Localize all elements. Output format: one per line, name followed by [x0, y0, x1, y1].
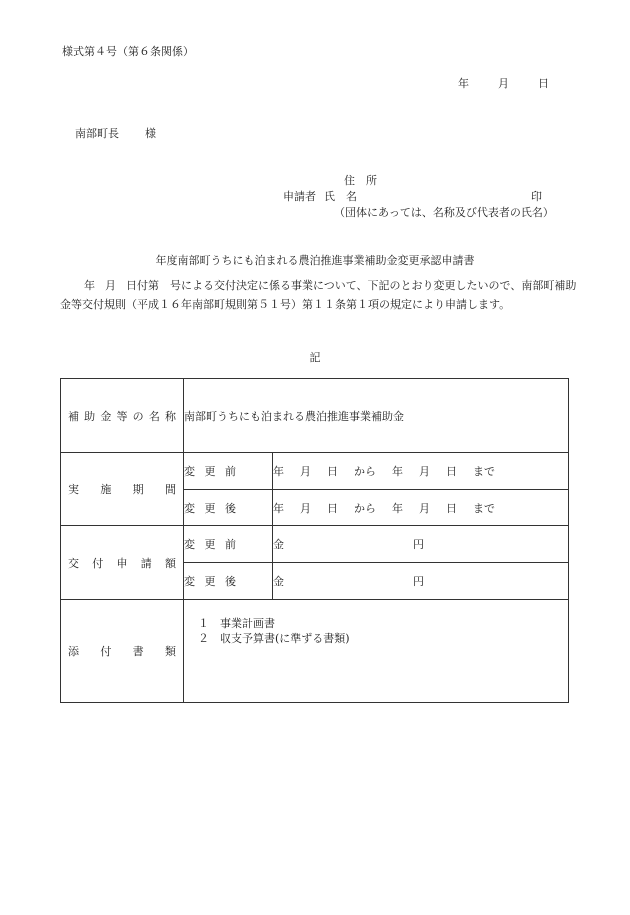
period-month: 月 — [419, 501, 430, 515]
date-day: 日 — [538, 77, 549, 90]
seal-label: 印 — [531, 190, 542, 203]
attachment-number: ２ — [198, 632, 209, 645]
amount-label: 交付申請額 — [68, 556, 176, 570]
attachment-text: 事業計画書 — [220, 617, 275, 630]
period-year: 年 — [392, 501, 403, 515]
period-year: 年 — [392, 465, 403, 478]
attachments-label-cell — [61, 600, 184, 703]
amount-after-label: 変更後 — [184, 575, 236, 588]
table-row — [61, 600, 569, 703]
addressee-honorific: 様 — [145, 127, 156, 140]
amount-prefix: 金 — [273, 575, 284, 588]
attachment-text: 収支予算書(に準ずる書類) — [220, 632, 350, 645]
period-before-label: 変更前 — [184, 465, 236, 478]
period-after-label: 変更後 — [184, 501, 236, 515]
document-title: 年度南部町うちにも泊まれる農泊推進事業補助金変更承認申請書 — [155, 254, 475, 267]
period-label-cell — [61, 453, 184, 526]
period-day: 日 — [446, 501, 457, 515]
period-day: 日 — [327, 465, 338, 478]
period-after-value — [273, 490, 569, 526]
amount-after-value — [273, 563, 569, 600]
date-month: 月 — [498, 77, 509, 90]
period-from: から — [354, 501, 376, 515]
date-year: 年 — [458, 77, 469, 90]
application-table — [60, 378, 569, 703]
attachments-list — [184, 600, 569, 703]
date-line — [458, 75, 549, 91]
amount-after-label-cell — [184, 563, 273, 600]
addressee-name: 南部町長 — [75, 127, 119, 140]
amount-label-cell — [61, 526, 184, 600]
period-month: 月 — [300, 465, 311, 478]
body-paragraph — [60, 276, 580, 314]
period-before-value — [273, 453, 569, 490]
period-year: 年 — [273, 501, 284, 515]
period-until: まで — [473, 501, 495, 515]
body-text: 日付第 号による交付決定に係る事業について、下記のとおり変更したいので、南部町補助金等交付規則（平成１６年南部町規則第５１号）第１１条第１項の規定により申請します。 — [60, 279, 577, 311]
period-before-label-cell — [184, 453, 273, 490]
body-year: 年 — [84, 279, 95, 292]
period-month: 月 — [300, 501, 311, 515]
period-year: 年 — [273, 465, 284, 478]
amount-before-label-cell — [184, 526, 273, 563]
body-month: 月 — [105, 279, 116, 292]
form-number: 様式第４号（第６条関係） — [62, 45, 194, 58]
amount-before-value — [273, 526, 569, 563]
amount-prefix: 金 — [273, 538, 284, 551]
name-label: 氏 名 — [324, 190, 357, 203]
table-row — [61, 379, 569, 453]
subsidy-name-value: 南部町うちにも泊まれる農泊推進事業補助金 — [184, 379, 569, 453]
attachments-label: 添付書類 — [68, 645, 176, 658]
period-until: まで — [473, 465, 495, 478]
table-row — [61, 526, 569, 563]
ki-heading: 記 — [309, 351, 321, 364]
period-day: 日 — [446, 465, 457, 478]
period-after-label-cell — [184, 490, 273, 526]
amount-suffix: 円 — [413, 538, 424, 551]
amount-suffix: 円 — [413, 575, 424, 588]
applicant-line — [283, 188, 357, 204]
amount-before-label: 変更前 — [184, 538, 236, 551]
applicant-note: （団体にあっては、名称及び代表者の氏名） — [334, 206, 554, 219]
subsidy-name-label-cell — [61, 379, 184, 453]
attachment-number: １ — [198, 617, 209, 630]
list-item — [198, 631, 568, 646]
period-day: 日 — [327, 501, 338, 515]
table-row — [61, 453, 569, 490]
addressee — [75, 125, 156, 141]
subsidy-name-label: 補助金等の名称 — [68, 409, 176, 423]
applicant-label: 申請者 — [283, 190, 316, 203]
address-label: 住 所 — [344, 174, 377, 187]
list-item — [198, 616, 568, 631]
period-label: 実施期間 — [68, 483, 176, 496]
period-from: から — [354, 465, 376, 478]
period-month: 月 — [419, 465, 430, 478]
